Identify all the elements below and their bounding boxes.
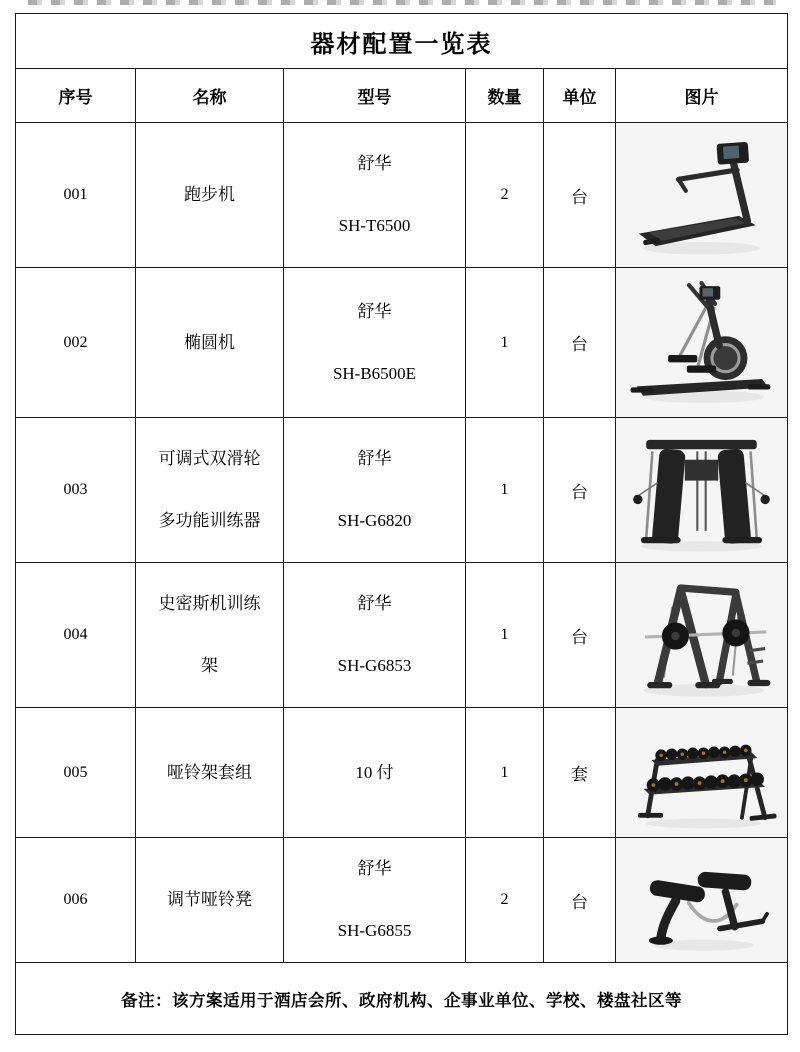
column-header-2: 型号 xyxy=(284,69,466,123)
quantity-cell: 2 xyxy=(466,838,544,963)
column-header-4: 单位 xyxy=(544,69,616,123)
serial-number-cell: 005 xyxy=(16,708,136,838)
model-cell xyxy=(284,563,466,708)
name-cell-text xyxy=(136,890,283,910)
name-cell-line: 架 xyxy=(201,656,218,675)
unit-cell: 台 xyxy=(544,418,616,563)
model-cell-line: 舒华 xyxy=(357,301,392,321)
elliptical-image xyxy=(616,268,788,418)
name-cell-line: 史密斯机训练 xyxy=(158,594,261,613)
column-header-5: 图片 xyxy=(616,69,788,123)
model-cell-line: 舒华 xyxy=(357,154,392,173)
name-cell-line: 可调式双滑轮 xyxy=(158,449,261,468)
header-row xyxy=(16,69,788,123)
model-cell xyxy=(284,708,466,838)
column-header-0: 序号 xyxy=(16,69,136,123)
model-cell-text xyxy=(284,302,465,384)
functional-trainer-image xyxy=(616,418,788,563)
name-cell-text xyxy=(136,449,283,531)
unit-cell: 台 xyxy=(544,268,616,418)
model-cell-line: SH-G6855 xyxy=(337,921,412,940)
unit-cell: 台 xyxy=(544,563,616,708)
column-header-3: 数量 xyxy=(466,69,544,123)
quantity-cell: 2 xyxy=(466,123,544,268)
model-cell-text xyxy=(284,594,465,676)
name-cell-line: 调节哑铃凳 xyxy=(167,890,252,909)
name-cell-text xyxy=(136,763,283,783)
serial-number-cell: 006 xyxy=(16,838,136,963)
column-header-1: 名称 xyxy=(136,69,284,123)
page-title: 器材配置一览表 xyxy=(16,14,788,69)
name-cell-text xyxy=(136,333,283,353)
model-cell-text xyxy=(284,763,465,783)
name-cell-text xyxy=(136,594,283,676)
model-cell xyxy=(284,838,466,963)
serial-number-cell: 002 xyxy=(16,268,136,418)
model-cell-line: 舒华 xyxy=(357,594,392,613)
model-cell xyxy=(284,123,466,268)
model-cell xyxy=(284,418,466,563)
equipment-row-002 xyxy=(16,268,788,418)
name-cell-line: 多功能训练器 xyxy=(158,511,261,530)
name-cell-line: 跑步机 xyxy=(184,185,235,204)
name-cell xyxy=(136,563,284,708)
clipped-text-remnant xyxy=(28,0,776,5)
footer-note: 备注：该方案适用于酒店会所、政府机构、企事业单位、学校、楼盘社区等 xyxy=(16,963,788,1035)
model-cell-line: SH-T6500 xyxy=(338,216,411,235)
name-cell xyxy=(136,708,284,838)
smith-machine-image xyxy=(616,563,788,708)
name-cell xyxy=(136,268,284,418)
quantity-cell: 1 xyxy=(466,708,544,838)
serial-number-cell: 004 xyxy=(16,563,136,708)
quantity-cell: 1 xyxy=(466,563,544,708)
equipment-row-001 xyxy=(16,123,788,268)
name-cell xyxy=(136,123,284,268)
model-cell-text xyxy=(284,859,465,941)
equipment-table xyxy=(15,13,788,1035)
treadmill-image xyxy=(616,123,788,268)
title-row xyxy=(16,14,788,69)
model-cell xyxy=(284,268,466,418)
equipment-row-003 xyxy=(16,418,788,563)
quantity-cell: 1 xyxy=(466,418,544,563)
name-cell-text xyxy=(136,185,283,205)
dumbbell-rack-image xyxy=(616,708,788,838)
serial-number-cell: 003 xyxy=(16,418,136,563)
equipment-row-005 xyxy=(16,708,788,838)
model-cell-line: SH-G6853 xyxy=(337,656,412,675)
name-cell-line: 椭圆机 xyxy=(184,332,235,352)
equipment-row-004 xyxy=(16,563,788,708)
adjustable-bench-image xyxy=(616,838,788,963)
unit-cell: 台 xyxy=(544,123,616,268)
model-cell-line: 舒华 xyxy=(357,859,392,878)
model-cell-line: SH-G6820 xyxy=(337,511,412,530)
model-cell-line: SH-B6500E xyxy=(332,363,417,383)
quantity-cell: 1 xyxy=(466,268,544,418)
footer-row xyxy=(16,963,788,1035)
equipment-row-006 xyxy=(16,838,788,963)
unit-cell: 台 xyxy=(544,838,616,963)
name-cell xyxy=(136,838,284,963)
model-cell-line: 10 付 xyxy=(355,762,394,782)
unit-cell: 套 xyxy=(544,708,616,838)
model-cell-line: 舒华 xyxy=(357,449,392,468)
serial-number-cell: 001 xyxy=(16,123,136,268)
name-cell xyxy=(136,418,284,563)
name-cell-line: 哑铃架套组 xyxy=(167,762,252,782)
model-cell-text xyxy=(284,449,465,531)
model-cell-text xyxy=(284,154,465,236)
